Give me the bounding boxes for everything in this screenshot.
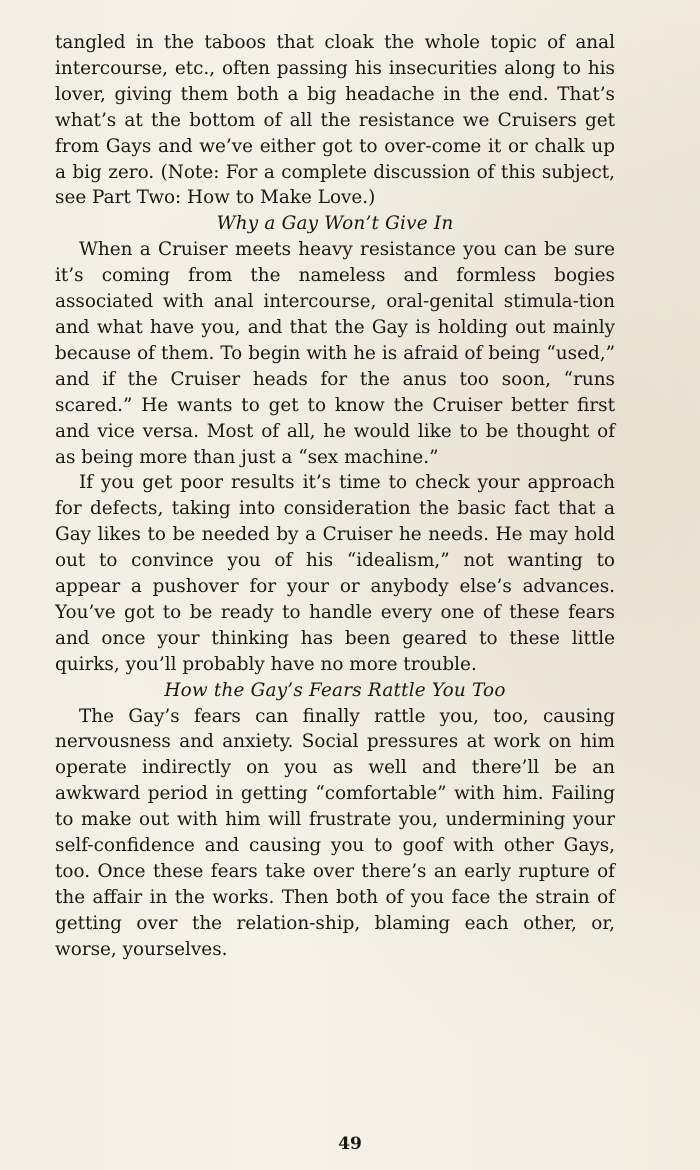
paragraph-poor-results: If you get poor results it’s time to check your approach for defects, taking into consideration the basic fact that a Gay likes to be needed by a Cruiser he needs. He may hold out to convince you of his “idealism,” not wanting to appear a pushover for your or anybody else’s advances. You’ve got to be ready to handle every one of these fears and once your thinking has been geared to these little quirks, you’ll probably have no more trouble. — [55, 472, 615, 675]
section-heading-why-gay-wont-give-in: Why a Gay Won’t Give In — [216, 213, 454, 235]
section-heading-gays-fears: How the Gay’s Fears Rattle You Too — [164, 679, 506, 701]
paragraph-gays-fears: The Gay’s fears can finally rattle you, too, causing nervousness and anxiety. Social pressures at work on him operate indirectly on you as well and there’ll be an awkward period in getting “comfortable” with him. Failing to make out with him will frustrate you, undermining your self-confidence and causing you to goof with other Gays, too. Once these fears take over there’s an early rupture of the affair in the works. Then both of you face the strain of getting over the relation-ship, blaming each other, or, worse, yourselves. — [55, 705, 615, 960]
page-number: 49 — [338, 1134, 362, 1154]
intro-paragraph: tangled in the taboos that cloak the whole topic of anal intercourse, etc., often passing his insecurities along to his lover, giving them both a big headache in the end. That’s what’s at the bottom of all the resistance we Cruisers get from Gays and we’ve either got to over-come it or chalk up a big zero. (Note: For a complete discussion of this subject, see Part Two: How to Make Love.) — [55, 32, 615, 209]
paragraph-heavy-resistance: When a Cruiser meets heavy resistance you can be sure it’s coming from the nameless and formless bogies associated with anal intercourse, oral-genital stimula-tion and what have you, and that the Gay is holding out mainly because of them. To begin with he is afraid of being “used,” and if the Cruiser heads for the anus too soon, “runs scared.” He wants to get to know the Cruiser better first and vice versa. Most of all, he would like to be thought of as being more than just a “sex machine.” — [55, 239, 615, 468]
body-text — [55, 30, 615, 963]
